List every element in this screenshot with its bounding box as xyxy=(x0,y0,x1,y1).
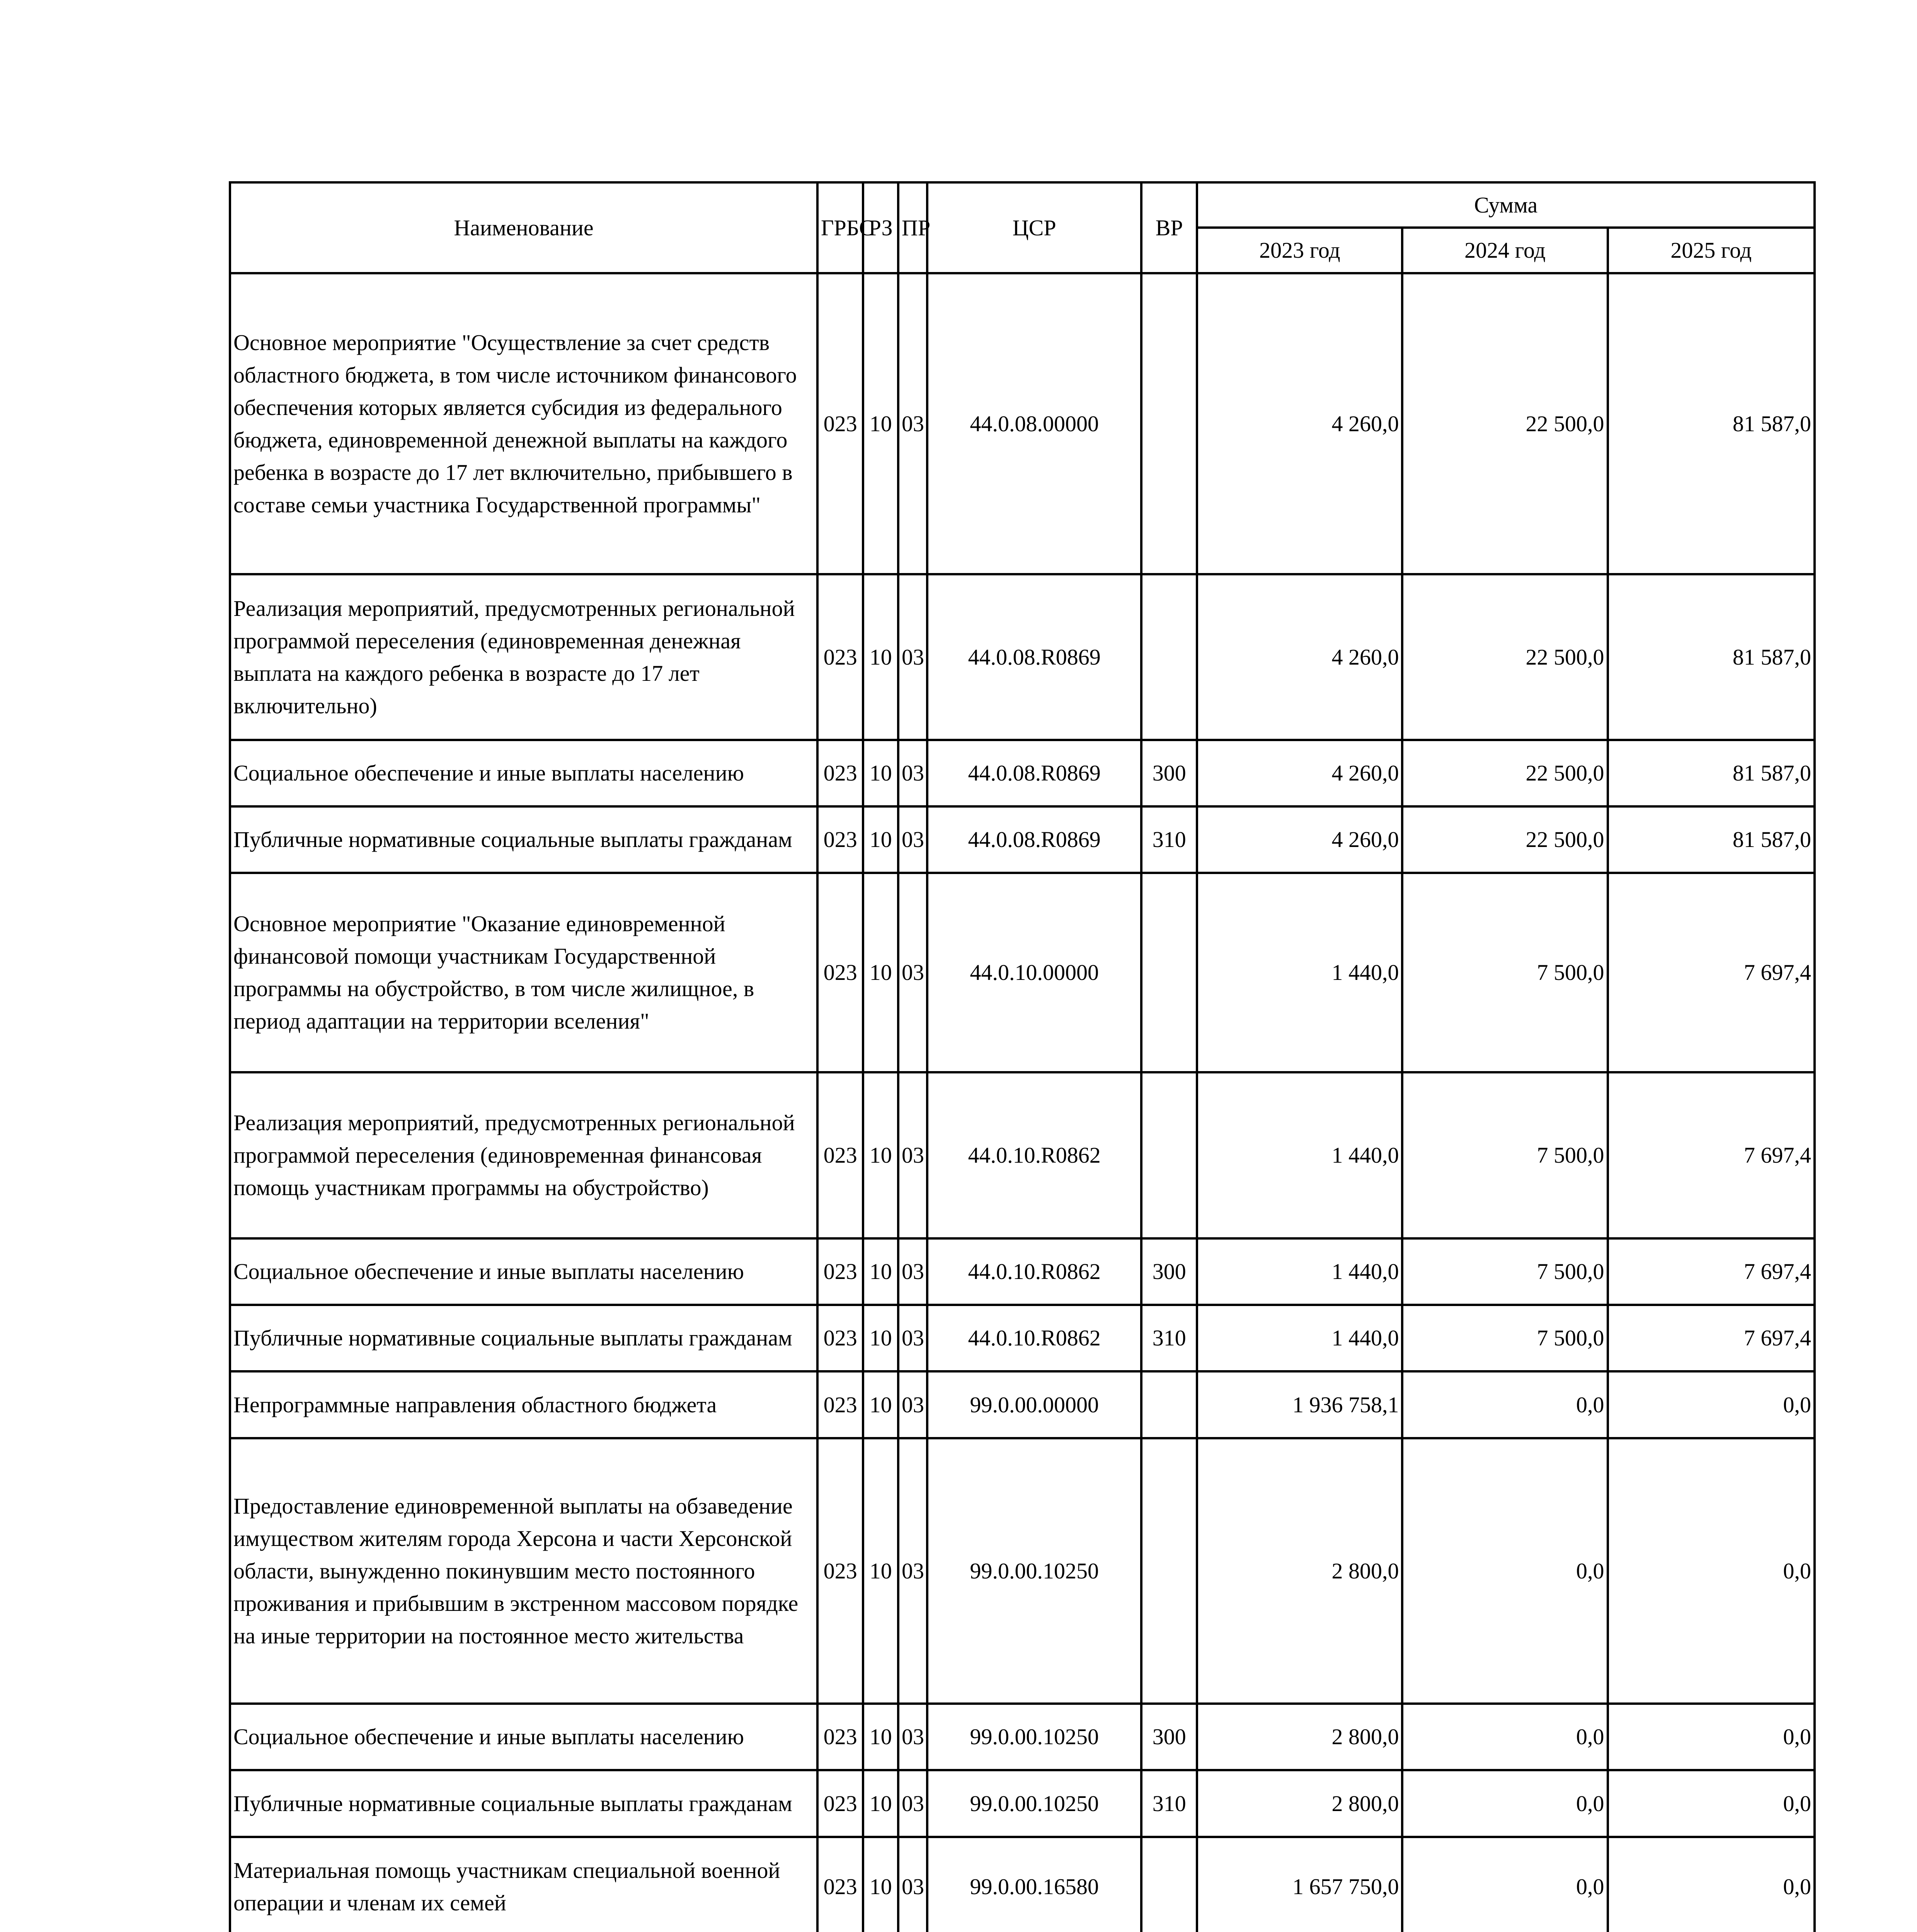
row-rz: 10 xyxy=(863,273,898,574)
table-header xyxy=(230,182,1815,273)
row-sum-2024: 0,0 xyxy=(1402,1438,1607,1704)
row-csr: 44.0.08.R0869 xyxy=(927,806,1141,873)
row-name: Социальное обеспечение и иные выплаты населению xyxy=(230,740,817,806)
row-name: Публичные нормативные социальные выплаты гражданам xyxy=(230,1305,817,1371)
row-pr: 03 xyxy=(898,873,927,1072)
row-vr xyxy=(1141,574,1197,740)
row-csr: 44.0.10.R0862 xyxy=(927,1305,1141,1371)
row-grbs: 023 xyxy=(817,1371,863,1438)
table-row xyxy=(230,740,1815,806)
row-rz: 10 xyxy=(863,1770,898,1837)
row-sum-2025: 7 697,4 xyxy=(1608,1305,1815,1371)
table-row xyxy=(230,273,1815,574)
table-row xyxy=(230,806,1815,873)
row-vr: 300 xyxy=(1141,740,1197,806)
row-sum-2023: 1 440,0 xyxy=(1197,1305,1402,1371)
row-csr: 44.0.10.00000 xyxy=(927,873,1141,1072)
table-row xyxy=(230,1305,1815,1371)
row-grbs: 023 xyxy=(817,1238,863,1305)
row-name: Публичные нормативные социальные выплаты гражданам xyxy=(230,806,817,873)
row-grbs: 023 xyxy=(817,574,863,740)
header-pr: ПР xyxy=(898,182,927,273)
row-grbs: 023 xyxy=(817,1438,863,1704)
table-row xyxy=(230,1371,1815,1438)
row-sum-2023: 4 260,0 xyxy=(1197,574,1402,740)
header-grbs: ГРБС xyxy=(817,182,863,273)
budget-table xyxy=(229,181,1816,1932)
row-sum-2023: 4 260,0 xyxy=(1197,806,1402,873)
table-row xyxy=(230,1837,1815,1932)
row-rz: 10 xyxy=(863,1238,898,1305)
row-sum-2023: 1 440,0 xyxy=(1197,1072,1402,1238)
row-name: Реализация мероприятий, предусмотренных региональной программой переселения (единовременная денежная выплата на каждого ребенка в возрасте до 17 лет включительно) xyxy=(230,574,817,740)
row-csr: 99.0.00.10250 xyxy=(927,1704,1141,1770)
row-pr: 03 xyxy=(898,1837,927,1932)
row-name: Публичные нормативные социальные выплаты гражданам xyxy=(230,1770,817,1837)
row-vr: 300 xyxy=(1141,1704,1197,1770)
row-name: Реализация мероприятий, предусмотренных региональной программой переселения (единовременная финансовая помощь участникам программы на обустройство) xyxy=(230,1072,817,1238)
row-rz: 10 xyxy=(863,806,898,873)
row-sum-2025: 7 697,4 xyxy=(1608,1072,1815,1238)
row-name: Социальное обеспечение и иные выплаты населению xyxy=(230,1238,817,1305)
table-row xyxy=(230,1072,1815,1238)
row-rz: 10 xyxy=(863,1704,898,1770)
row-pr: 03 xyxy=(898,740,927,806)
row-name: Основное мероприятие "Оказание единовременной финансовой помощи участникам Государственной программы на обустройство, в том числе жилищное, в период адаптации на территории вселения" xyxy=(230,873,817,1072)
row-sum-2024: 7 500,0 xyxy=(1402,1238,1607,1305)
row-sum-2023: 1 440,0 xyxy=(1197,873,1402,1072)
row-name: Социальное обеспечение и иные выплаты населению xyxy=(230,1704,817,1770)
table-row xyxy=(230,1238,1815,1305)
row-pr: 03 xyxy=(898,1704,927,1770)
header-name: Наименование xyxy=(230,182,817,273)
row-sum-2023: 2 800,0 xyxy=(1197,1704,1402,1770)
row-sum-2024: 22 500,0 xyxy=(1402,740,1607,806)
row-rz: 10 xyxy=(863,574,898,740)
row-sum-2023: 4 260,0 xyxy=(1197,273,1402,574)
row-rz: 10 xyxy=(863,1837,898,1932)
row-vr xyxy=(1141,1438,1197,1704)
row-sum-2024: 0,0 xyxy=(1402,1704,1607,1770)
row-grbs: 023 xyxy=(817,1837,863,1932)
row-sum-2023: 4 260,0 xyxy=(1197,740,1402,806)
row-grbs: 023 xyxy=(817,1072,863,1238)
row-vr: 300 xyxy=(1141,1238,1197,1305)
row-rz: 10 xyxy=(863,1072,898,1238)
row-pr: 03 xyxy=(898,273,927,574)
row-pr: 03 xyxy=(898,1770,927,1837)
header-rz: РЗ xyxy=(863,182,898,273)
header-vr: ВР xyxy=(1141,182,1197,273)
row-rz: 10 xyxy=(863,1305,898,1371)
row-rz: 10 xyxy=(863,1438,898,1704)
table-row xyxy=(230,574,1815,740)
row-sum-2024: 7 500,0 xyxy=(1402,1072,1607,1238)
row-grbs: 023 xyxy=(817,873,863,1072)
row-grbs: 023 xyxy=(817,740,863,806)
row-sum-2025: 81 587,0 xyxy=(1608,273,1815,574)
row-sum-2024: 7 500,0 xyxy=(1402,1305,1607,1371)
row-grbs: 023 xyxy=(817,273,863,574)
row-rz: 10 xyxy=(863,1371,898,1438)
row-name: Основное мероприятие "Осуществление за счет средств областного бюджета, в том числе источником финансового обеспечения которых является субсидия из федерального бюджета, единовременной денежной выплаты на каждого ребенка в возрасте до 17 лет включительно, прибывшего в составе семьи участника Государственной программы" xyxy=(230,273,817,574)
row-vr xyxy=(1141,873,1197,1072)
row-name: Непрограммные направления областного бюджета xyxy=(230,1371,817,1438)
row-pr: 03 xyxy=(898,1438,927,1704)
row-rz: 10 xyxy=(863,740,898,806)
table-body xyxy=(230,273,1815,1932)
row-pr: 03 xyxy=(898,806,927,873)
row-grbs: 023 xyxy=(817,1704,863,1770)
row-name: Материальная помощь участникам специальной военной операции и членам их семей xyxy=(230,1837,817,1932)
header-year-2024: 2024 год xyxy=(1402,228,1607,273)
row-sum-2024: 0,0 xyxy=(1402,1770,1607,1837)
row-csr: 44.0.08.R0869 xyxy=(927,574,1141,740)
row-csr: 99.0.00.10250 xyxy=(927,1438,1141,1704)
header-sum: Сумма xyxy=(1197,182,1815,228)
row-csr: 44.0.10.R0862 xyxy=(927,1238,1141,1305)
row-vr: 310 xyxy=(1141,1305,1197,1371)
row-csr: 44.0.08.R0869 xyxy=(927,740,1141,806)
row-sum-2024: 0,0 xyxy=(1402,1371,1607,1438)
row-pr: 03 xyxy=(898,1305,927,1371)
row-csr: 44.0.10.R0862 xyxy=(927,1072,1141,1238)
row-rz: 10 xyxy=(863,873,898,1072)
row-sum-2025: 81 587,0 xyxy=(1608,574,1815,740)
row-pr: 03 xyxy=(898,574,927,740)
table-row xyxy=(230,1438,1815,1704)
header-year-2025: 2025 год xyxy=(1608,228,1815,273)
row-sum-2025: 81 587,0 xyxy=(1608,740,1815,806)
row-vr: 310 xyxy=(1141,1770,1197,1837)
row-grbs: 023 xyxy=(817,806,863,873)
row-vr xyxy=(1141,1837,1197,1932)
row-csr: 99.0.00.10250 xyxy=(927,1770,1141,1837)
row-csr: 99.0.00.16580 xyxy=(927,1837,1141,1932)
row-vr xyxy=(1141,273,1197,574)
table-row xyxy=(230,1770,1815,1837)
table-row xyxy=(230,873,1815,1072)
row-vr xyxy=(1141,1371,1197,1438)
row-sum-2023: 2 800,0 xyxy=(1197,1770,1402,1837)
row-csr: 44.0.08.00000 xyxy=(927,273,1141,574)
row-pr: 03 xyxy=(898,1371,927,1438)
row-sum-2025: 81 587,0 xyxy=(1608,806,1815,873)
row-sum-2024: 22 500,0 xyxy=(1402,806,1607,873)
row-sum-2025: 0,0 xyxy=(1608,1371,1815,1438)
row-sum-2024: 22 500,0 xyxy=(1402,273,1607,574)
row-csr: 99.0.00.00000 xyxy=(927,1371,1141,1438)
row-sum-2023: 1 936 758,1 xyxy=(1197,1371,1402,1438)
header-year-2023: 2023 год xyxy=(1197,228,1402,273)
row-sum-2023: 1 657 750,0 xyxy=(1197,1837,1402,1932)
row-vr: 310 xyxy=(1141,806,1197,873)
row-vr xyxy=(1141,1072,1197,1238)
table-row xyxy=(230,1704,1815,1770)
row-sum-2025: 0,0 xyxy=(1608,1438,1815,1704)
row-grbs: 023 xyxy=(817,1770,863,1837)
row-sum-2024: 22 500,0 xyxy=(1402,574,1607,740)
row-sum-2025: 7 697,4 xyxy=(1608,1238,1815,1305)
row-sum-2024: 0,0 xyxy=(1402,1837,1607,1932)
row-name: Предоставление единовременной выплаты на обзаведение имуществом жителям города Херсона и части Херсонской области, вынужденно покинувшим место постоянного проживания и прибывшим в экстренном массовом порядке на иные территории на постоянное место жительства xyxy=(230,1438,817,1704)
row-sum-2024: 7 500,0 xyxy=(1402,873,1607,1072)
header-csr: ЦСР xyxy=(927,182,1141,273)
row-pr: 03 xyxy=(898,1072,927,1238)
row-sum-2023: 2 800,0 xyxy=(1197,1438,1402,1704)
row-sum-2025: 7 697,4 xyxy=(1608,873,1815,1072)
row-pr: 03 xyxy=(898,1238,927,1305)
row-grbs: 023 xyxy=(817,1305,863,1371)
row-sum-2025: 0,0 xyxy=(1608,1704,1815,1770)
row-sum-2025: 0,0 xyxy=(1608,1837,1815,1932)
row-sum-2023: 1 440,0 xyxy=(1197,1238,1402,1305)
row-sum-2025: 0,0 xyxy=(1608,1770,1815,1837)
